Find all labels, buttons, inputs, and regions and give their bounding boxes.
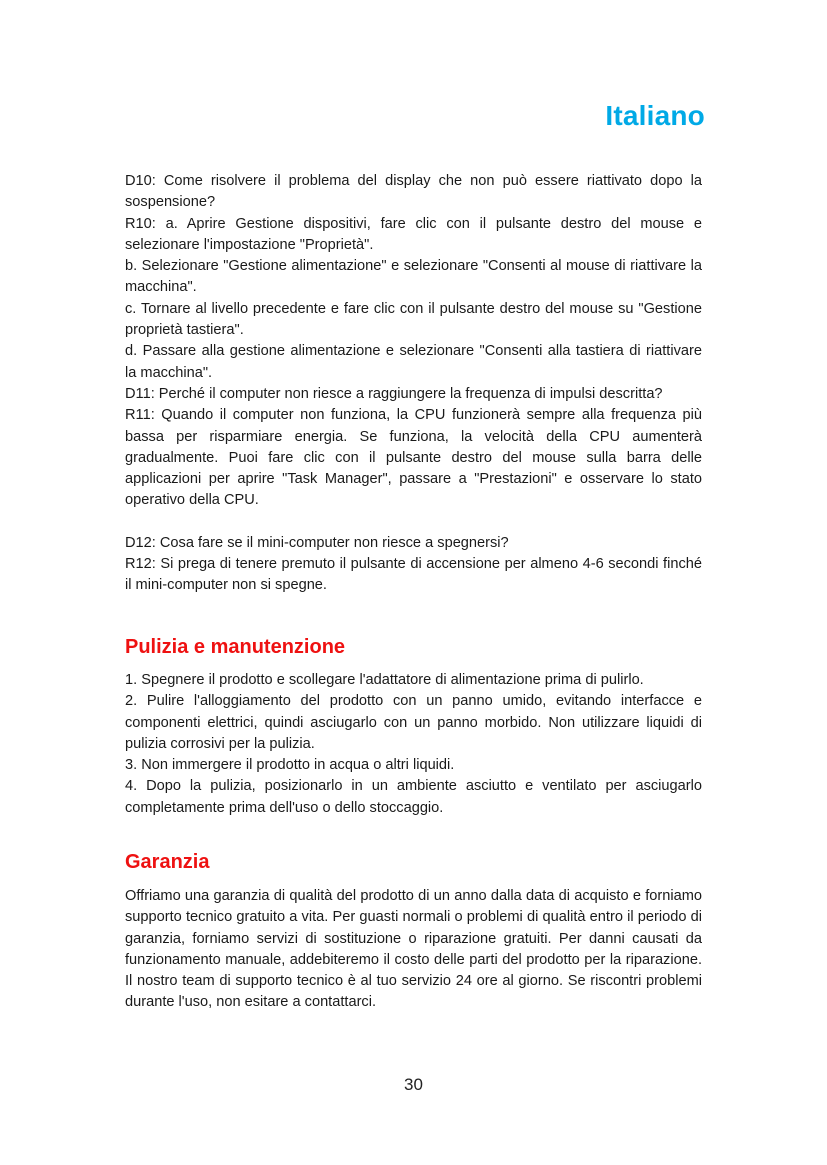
page-title: Italiano [605,100,705,131]
faq-answer-r11: R11: Quando il computer non funziona, la CPU funzionerà sempre alla frequenza più bassa per risparmiare energia. Se funziona, la velocità della CPU aumenterà gradualmente. Puoi fare clic con il pulsante destro del mouse sulla barra delle applicazioni per aprire "Task Manager", passare a "Prestazioni" e osservare lo stato operativo della CPU. [125,407,702,509]
warranty-heading: Garanzia [125,851,210,873]
faq-section [125,171,702,597]
warranty-text: Offriamo una garanzia di qualità del prodotto di un anno dalla data di acquisto e forniamo supporto tecnico gratuito a vita. Per guasti normali o problemi di qualità entro il periodo di garanzia, forniamo servizi di sostituzione o riparazione gratuiti. Per danni causati da funzionamento manuale, addebiteremo il costo delle parti del prodotto per la riparazione. Il nostro team di supporto tecnico è al tuo servizio 24 ore al giorno. Se riscontri problemi durante l'uso, non esitare a contattarci. [125,888,702,1011]
paragraph-spacer [125,512,702,533]
cleaning-item: 3. Non immergere il prodotto in acqua o altri liquidi. [125,757,455,774]
cleaning-item: 1. Spegnere il prodotto e scollegare l'adattatore di alimentazione prima di pulirlo. [125,672,644,688]
cleaning-item: 2. Pulire l'alloggiamento del prodotto con un panno umido, evitando interfacce e componenti elettrici, quindi asciugarlo con un panno morbido. Non utilizzare liquidi di pulizia corrosivi per la pulizia. [125,693,702,752]
faq-answer-r10-d: d. Passare alla gestione alimentazione e selezionare "Consenti alla tastiera di riattivare la macchina". [125,343,702,381]
cleaning-list [125,670,702,819]
faq-question-d11: D11: Perché il computer non riesce a raggiungere la frequenza di impulsi descritta? [125,385,663,402]
warranty-section [125,886,702,1014]
faq-answer-r10-a: R10: a. Aprire Gestione dispositivi, fare clic con il pulsante destro del mouse e selezionare l'impostazione "Proprietà". [125,215,702,253]
cleaning-heading: Pulizia e manutenzione [125,636,346,658]
faq-question-d12: D12: Cosa fare se il mini-computer non riesce a spegnersi? [125,534,509,551]
page-number: 30 [404,1075,423,1094]
faq-answer-r12: R12: Si prega di tenere premuto il pulsante di accensione per almeno 4-6 secondi finché il mini-computer non si spegne. [125,556,702,594]
faq-question-d10: D10: Come risolvere il problema del display che non può essere riattivato dopo la sospensione? [125,173,702,211]
faq-answer-r10-c: c. Tornare al livello precedente e fare clic con il pulsante destro del mouse su "Gestione proprietà tastiera". [125,300,702,339]
cleaning-item: 4. Dopo la pulizia, posizionarlo in un ambiente asciutto e ventilato per asciugarlo completamente prima dell'uso o dello stoccaggio. [125,778,702,816]
faq-answer-r10-b: b. Selezionare "Gestione alimentazione" e selezionare "Consenti al mouse di riattivare la macchina". [125,258,702,296]
